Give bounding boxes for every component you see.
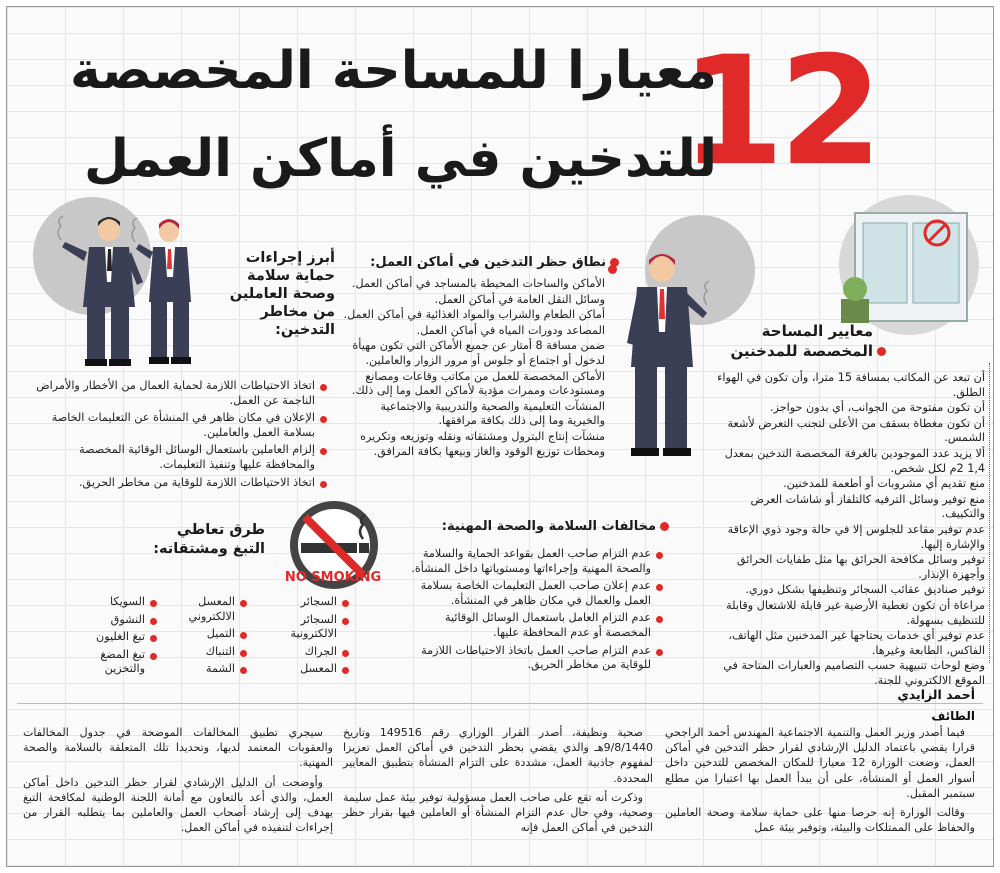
headline	[69, 25, 897, 209]
tobacco-list-2	[157, 595, 247, 680]
criteria-list	[715, 371, 985, 689]
scope-list	[341, 277, 605, 460]
article-divider	[17, 703, 983, 704]
list-item: الإعلان في مكان ظاهر في المنشأة عن التعليمات الخاصة بسلامة العمل والعاملين.	[31, 411, 327, 440]
article-column-right	[665, 725, 975, 839]
tobacco-list-1	[253, 595, 349, 680]
headline-line-2: للتدخين في أماكن العمل	[83, 129, 717, 189]
article-paragraph: وذكرت أنه تقع على صاحب العمل مسؤولية توفير بيئة عمل سليمة وصحية، وفي حال عدم التزام المنشأة أو العاملين فيها بقرار حظر التدخين في أماكن العمل فإنه	[343, 790, 653, 835]
list-item: مراعاة أن تكون تغطية الأرضية غير قابلة للاشتعال وقابلة للتنظيف بسهولة.	[726, 598, 985, 627]
list-item: النشوق	[67, 613, 157, 628]
list-item: التميل	[157, 627, 247, 642]
criteria-title	[697, 321, 873, 361]
list-item: أن تكون مغطاة بسقف من الأعلى لتجنب التعرض لأشعة الشمس.	[727, 416, 985, 445]
tobacco-title-line: التبغ ومشتقاته:	[153, 541, 265, 557]
list-item: الأماكن والساحات المحيطة بالمساجد في أماكن العمل.	[351, 277, 605, 290]
scope-title	[347, 255, 619, 270]
list-item: أماكن الطعام والشراب والمواد الغذائية في أماكن العمل.	[343, 308, 605, 322]
newspaper-page	[6, 6, 994, 867]
no-smoking-sign-icon	[279, 495, 389, 605]
scope-title-text: نطاق حظر التدخين في أماكن العمل:	[370, 255, 606, 270]
list-item: الشمة	[157, 662, 247, 677]
list-item: الأماكن المخصصة للعمل من مكاتب وقاعات ومصانع ومستودعات وممرات مؤدية لأماكن العمل وما إلى ذلك.	[351, 369, 605, 398]
safety-title-line: وصحة العاملين	[229, 286, 335, 302]
list-item: المصاعد ودورات المياه في أماكن العمل.	[416, 323, 605, 337]
bullet-dot	[660, 522, 669, 531]
list-item: إلزام العاملين باستعمال الوسائل الوقائية المخصصة والمحافظة عليها وتنفيذ التعليمات.	[31, 443, 327, 472]
list-item: منع تقديم أي مشروبات أو أطعمة للمدخنين.	[783, 477, 985, 491]
list-item: عدم إعلان صاحب العمل التعليمات الخاصة بسلامة العمل والعمال في مكان ظاهر في المنشأة.	[407, 579, 663, 608]
list-item: المنشآت التعليمية والصحية والتدريبية والاجتماعية والخيرية وما إلى ذلك بكافة مرافقها.	[380, 399, 605, 428]
safety-list	[31, 379, 327, 493]
article-column-left	[23, 725, 333, 839]
article-paragraph: وقالت الوزارة إنه حرصا منها على حماية سلامة وصحة العاملين والحفاظ على الممتلكات والبيئة، وتوفير بيئة عمل	[665, 806, 975, 835]
violations-title-text: مخالفات السلامة والصحة المهنية:	[441, 519, 656, 534]
criteria-title-line: المخصصة للمدخنين	[730, 342, 873, 360]
list-item: اتخاذ الاحتياطات اللازمة للوقاية من مخاطر الحريق.	[31, 476, 327, 491]
tobacco-title-line: طرق تعاطي	[176, 522, 265, 538]
list-item: تبغ المضغ والتخزين	[67, 648, 157, 677]
safety-title-line: أبرز إجراءات	[245, 250, 335, 266]
article-paragraph: سيجري تطبيق المخالفات الموضحة في جدول المخالفات والعقوبات المعتمد لديها، وتحديدا تلك المتعلقة بالسلامة والصحة المهنية.	[23, 726, 333, 770]
list-item: اتخاذ الاحتياطات اللازمة لحماية العمال من الأخطار والأمراض الناجمة عن العمل.	[31, 379, 327, 408]
list-item: أن تبعد عن المكاتب بمسافة 15 مترا، وأن تكون في الهواء الطلق.	[717, 371, 985, 399]
list-item: عدم توفير مقاعد للجلوس إلا في حالة وجود ذوي الإعاقة والإشارة إليها.	[727, 522, 985, 551]
list-item: وسائل النقل العامة في أماكن العمل.	[434, 292, 605, 306]
list-item: تبغ الغليون	[67, 630, 157, 645]
article-paragraph: فيما أصدر وزير العمل والتنمية الاجتماعية المهندس أحمد الراجحي قرارا يقضي باعتماد الدليل الإرشادي لقرار حظر التدخين في أماكن العمل، وضعت الوزارة 12 معيارا للمكان المخصص للتدخين داخل أسوار العمل أو المنشأة، على أن يبدأ العمل بها اعتبارا من مطلع سبتمبر المقبل.	[665, 726, 975, 800]
article-paragraph: صحية ونظيفة، أصدر القرار الوزاري رقم 149516 وتاريخ 9/8/1440هـ والذي يقضي بحظر التدخين في أماكن العمل تعزيزا لمفهوم جاذبية العمل، مشددة على التزام المنشأة بتطبيق المعايير المحددة.	[343, 726, 653, 785]
smokers-illustration	[27, 202, 227, 372]
list-item: السويكا	[67, 595, 157, 610]
safety-title-line: حماية سلامة	[247, 268, 335, 284]
no-smoking-label: NO SMOKING	[284, 570, 382, 585]
smoking-room-illustration	[841, 203, 981, 333]
list-item: المعسل الالكتروني	[157, 595, 247, 624]
list-item: ضمن مسافة 8 أمتار عن جميع الأماكن التي تكون مهيأة لدخول أو اجتماع أو جلوس أو مرور الزوار والعاملين.	[352, 339, 605, 367]
headline-line-1: معيارا للمساحة المخصصة	[69, 41, 717, 101]
byline: أحمد الزايدي	[897, 687, 975, 702]
article-column-middle	[343, 725, 653, 839]
criteria-marker-dot	[877, 347, 886, 356]
list-item: أن تكون مفتوحة من الجوانب، أي بدون حواجز.	[770, 401, 985, 415]
safety-title-line: من مخاطر	[260, 304, 335, 320]
list-item: منشآت إنتاج البترول ومشتقاته ونقله وتوزيعه وتكريره ومحطات توزيع الوقود والغاز وبيعها بكافة المرافق.	[360, 429, 605, 458]
tobacco-title	[147, 521, 265, 559]
safety-title-line: التدخين:	[275, 322, 335, 338]
list-item: منع توفير وسائل الترفيه كالتلفاز أو شاشات العرض والتكييف.	[750, 492, 985, 521]
scope-marker-dot	[608, 265, 617, 274]
list-item: ألا يزيد عدد الموجودين بالغرفة المخصصة التدخين بمعدل 1,4 2م لكل شخص.	[724, 446, 985, 475]
list-item: المعسل	[253, 662, 349, 677]
list-item: توفير صناديق عقائب السجائر وتنظيفها بشكل دوري.	[745, 583, 985, 597]
list-item: التنباك	[157, 645, 247, 660]
article-paragraph: وأوضحت أن الدليل الإرشادي لقرار حظر التدخين داخل أماكن العمل، والذي أعد بالتعاون مع أمانة اللجنة الوطنية لمكافحة التبغ يهدف إلى إرشاد أصحاب العمل والعاملين بما يتطلبه القرار من إجراءات لتنفيذه في أماكن العمل.	[23, 775, 333, 835]
list-item: عدم التزام العامل باستعمال الوسائل الوقائية المخصصة أو عدم المحافظة عليها.	[407, 611, 663, 640]
list-item: عدم التزام صاحب العمل بقواعد الحماية والسلامة والصحة المهنية وإجراءاتها ومستوياتها داخل المنشأة.	[407, 547, 663, 576]
criteria-title-line: معايير المساحة	[761, 322, 873, 340]
list-item: السجائر	[253, 595, 349, 610]
violations-list	[407, 547, 663, 676]
criteria-connector	[989, 363, 990, 663]
tobacco-list-3	[67, 595, 157, 680]
dateline: الطائف	[931, 709, 975, 723]
list-item: الجراك	[253, 645, 349, 660]
list-item: عدم توفير أي خدمات يحتاجها غير المدخنين مثل الهاتف، الفاكس، الطابعة وغيرها.	[728, 629, 985, 657]
list-item: وضع لوحات تنبيهية حسب التصاميم والعبارات المتاحة في الموقع الالكتروني للجنة.	[723, 659, 985, 687]
violations-title	[407, 519, 669, 534]
safety-title	[217, 249, 335, 339]
list-item: توفير وسائل مكافحة الحرائق بها مثل طفايات الحرائق وأجهزة الإنذار.	[736, 553, 985, 581]
headline-number: 12	[680, 25, 877, 199]
list-item: السجائر الالكترونية	[253, 613, 349, 642]
list-item: عدم التزام صاحب العمل باتخاذ الاحتياطات اللازمة للوقاية من مخاطر الحريق.	[407, 644, 663, 673]
